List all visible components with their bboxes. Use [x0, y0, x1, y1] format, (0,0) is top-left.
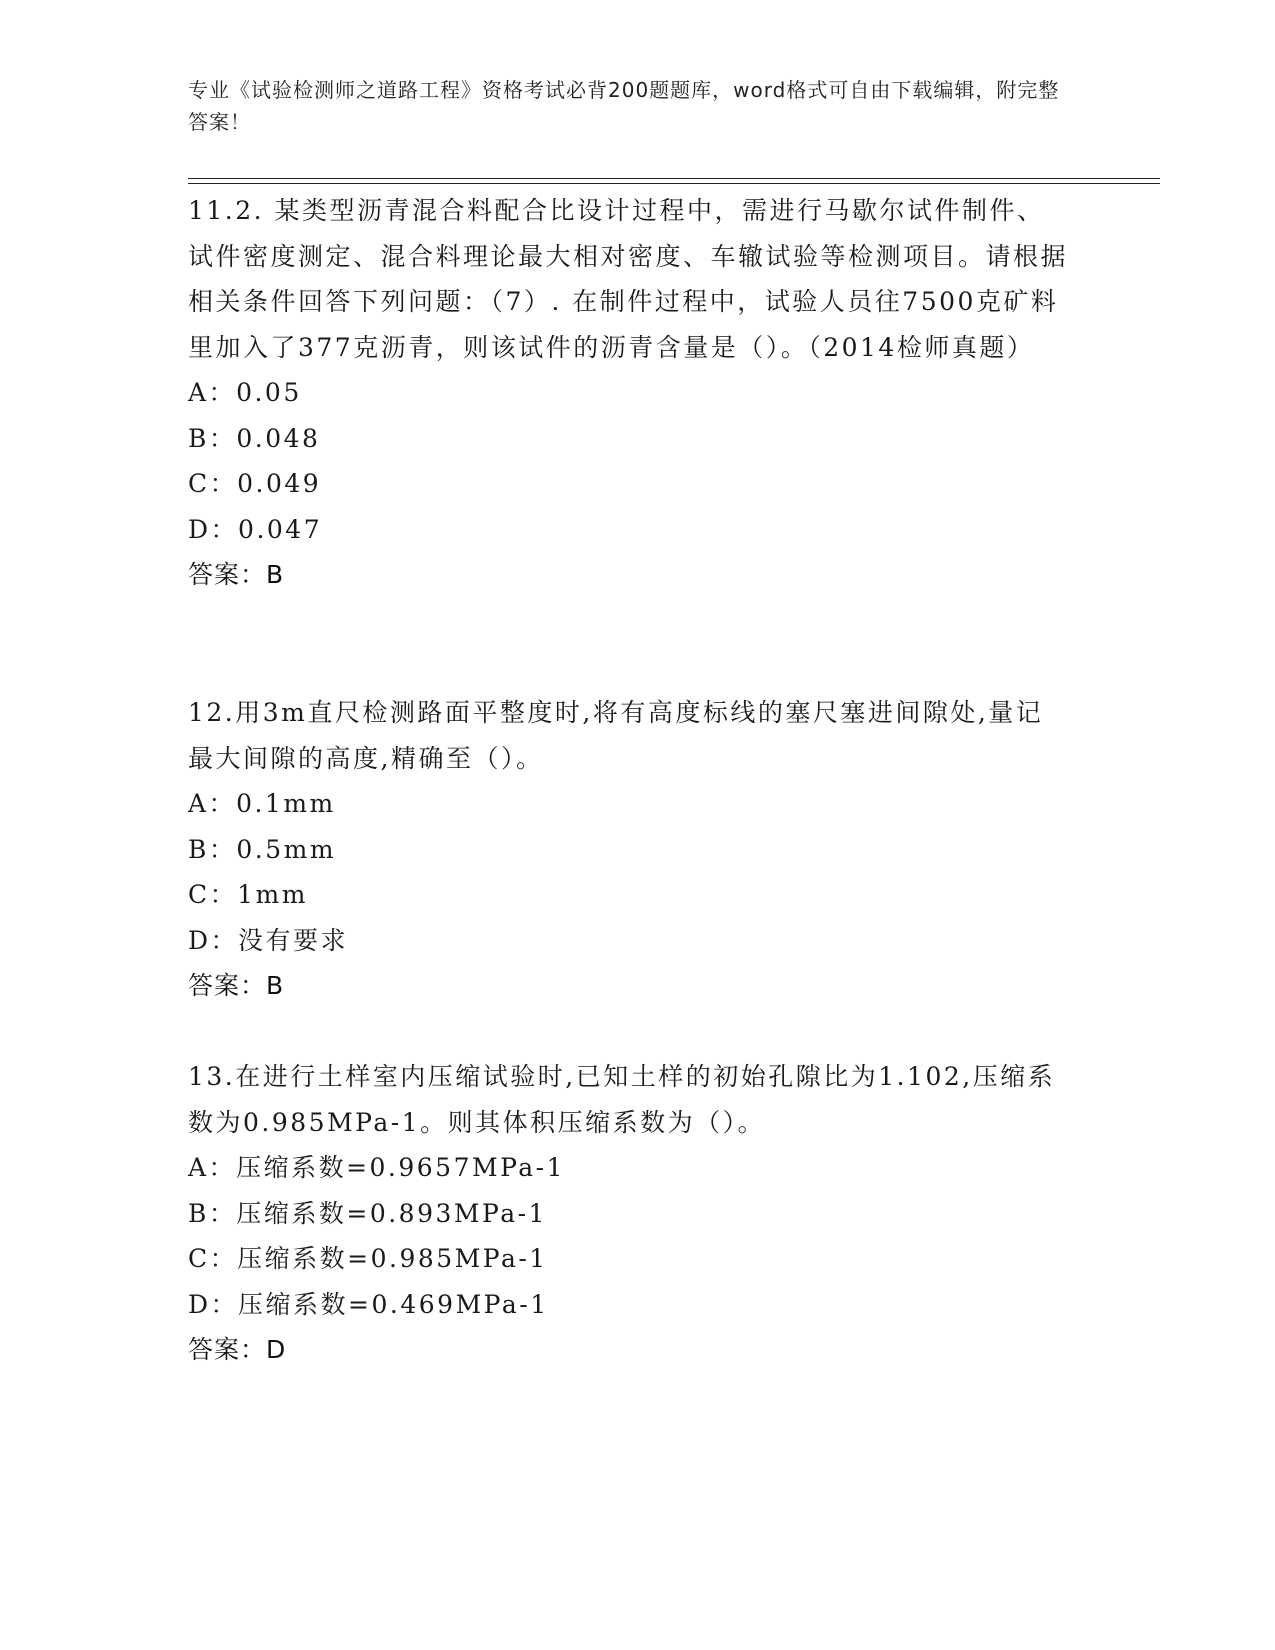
answer-label: 答案：D — [188, 1335, 287, 1364]
option-key: C： — [188, 880, 238, 909]
option-d — [188, 1282, 1068, 1328]
question-block — [188, 188, 1068, 598]
option-b — [188, 827, 1068, 873]
header-divider-top — [188, 178, 1160, 179]
option-b — [188, 1191, 1068, 1237]
question-stem: 13.在进行土样室内压缩试验时,已知土样的初始孔隙比为1.102,压缩系数为0.985MPa-1。则其体积压缩系数为（）。 — [188, 1062, 1056, 1137]
answer-label: 答案：B — [188, 560, 285, 589]
option-key: B： — [188, 1198, 237, 1228]
option-key: C： — [188, 469, 238, 498]
option-key: D： — [188, 514, 239, 544]
option-text: 0.047 — [238, 514, 323, 544]
option-key: D： — [188, 925, 239, 955]
option-text: 压缩系数=0.469MPa-1 — [238, 1289, 549, 1319]
answer-label: 答案：B — [188, 971, 285, 1000]
option-key: A： — [188, 378, 237, 407]
option-c — [188, 872, 1068, 918]
header-divider-bottom — [188, 183, 1160, 184]
option-b — [188, 416, 1068, 462]
option-d — [188, 507, 1068, 553]
option-text: 1mm — [237, 880, 308, 909]
question-stem: 12.用3m直尺检测路面平整度时,将有高度标线的塞尺塞进间隙处,量记最大间隙的高度,精确至（）。 — [188, 698, 1044, 773]
option-text: 0.05 — [236, 378, 302, 407]
option-text: 压缩系数=0.985MPa-1 — [237, 1244, 548, 1273]
question-block — [188, 1054, 1068, 1373]
question-block — [188, 690, 1068, 1009]
option-a — [188, 370, 1068, 416]
option-text: 没有要求 — [238, 925, 349, 955]
option-text: 0.5mm — [236, 834, 337, 864]
option-a — [188, 1145, 1068, 1191]
document-header: 专业《试验检测师之道路工程》资格考试必背200题题库，word格式可自由下载编辑，附完整答案！ — [188, 78, 1060, 134]
option-key: B： — [188, 834, 237, 864]
option-key: C： — [188, 1244, 238, 1273]
option-a — [188, 781, 1068, 827]
option-text: 压缩系数=0.9657MPa-1 — [236, 1153, 566, 1182]
option-text: 压缩系数=0.893MPa-1 — [236, 1198, 547, 1228]
option-key: D： — [188, 1289, 239, 1319]
option-text: 0.049 — [237, 469, 322, 498]
option-key: B： — [188, 423, 237, 453]
question-stem: 11.2. 某类型沥青混合料配合比设计过程中，需进行马歇尔试件制件、试件密度测定、混合料理论最大相对密度、车辙试验等检测项目。请根据相关条件回答下列问题：（7）. 在制件过程中，试验人员往7500克矿料里加入了377克沥青，则该试件的沥青含量是（）。（2014检师真题） — [188, 196, 1069, 362]
option-d — [188, 918, 1068, 964]
option-key: A： — [188, 789, 237, 818]
option-c — [188, 1236, 1068, 1282]
option-key: A： — [188, 1153, 237, 1182]
option-text: 0.1mm — [236, 789, 336, 818]
option-text: 0.048 — [236, 423, 321, 453]
option-c — [188, 461, 1068, 507]
